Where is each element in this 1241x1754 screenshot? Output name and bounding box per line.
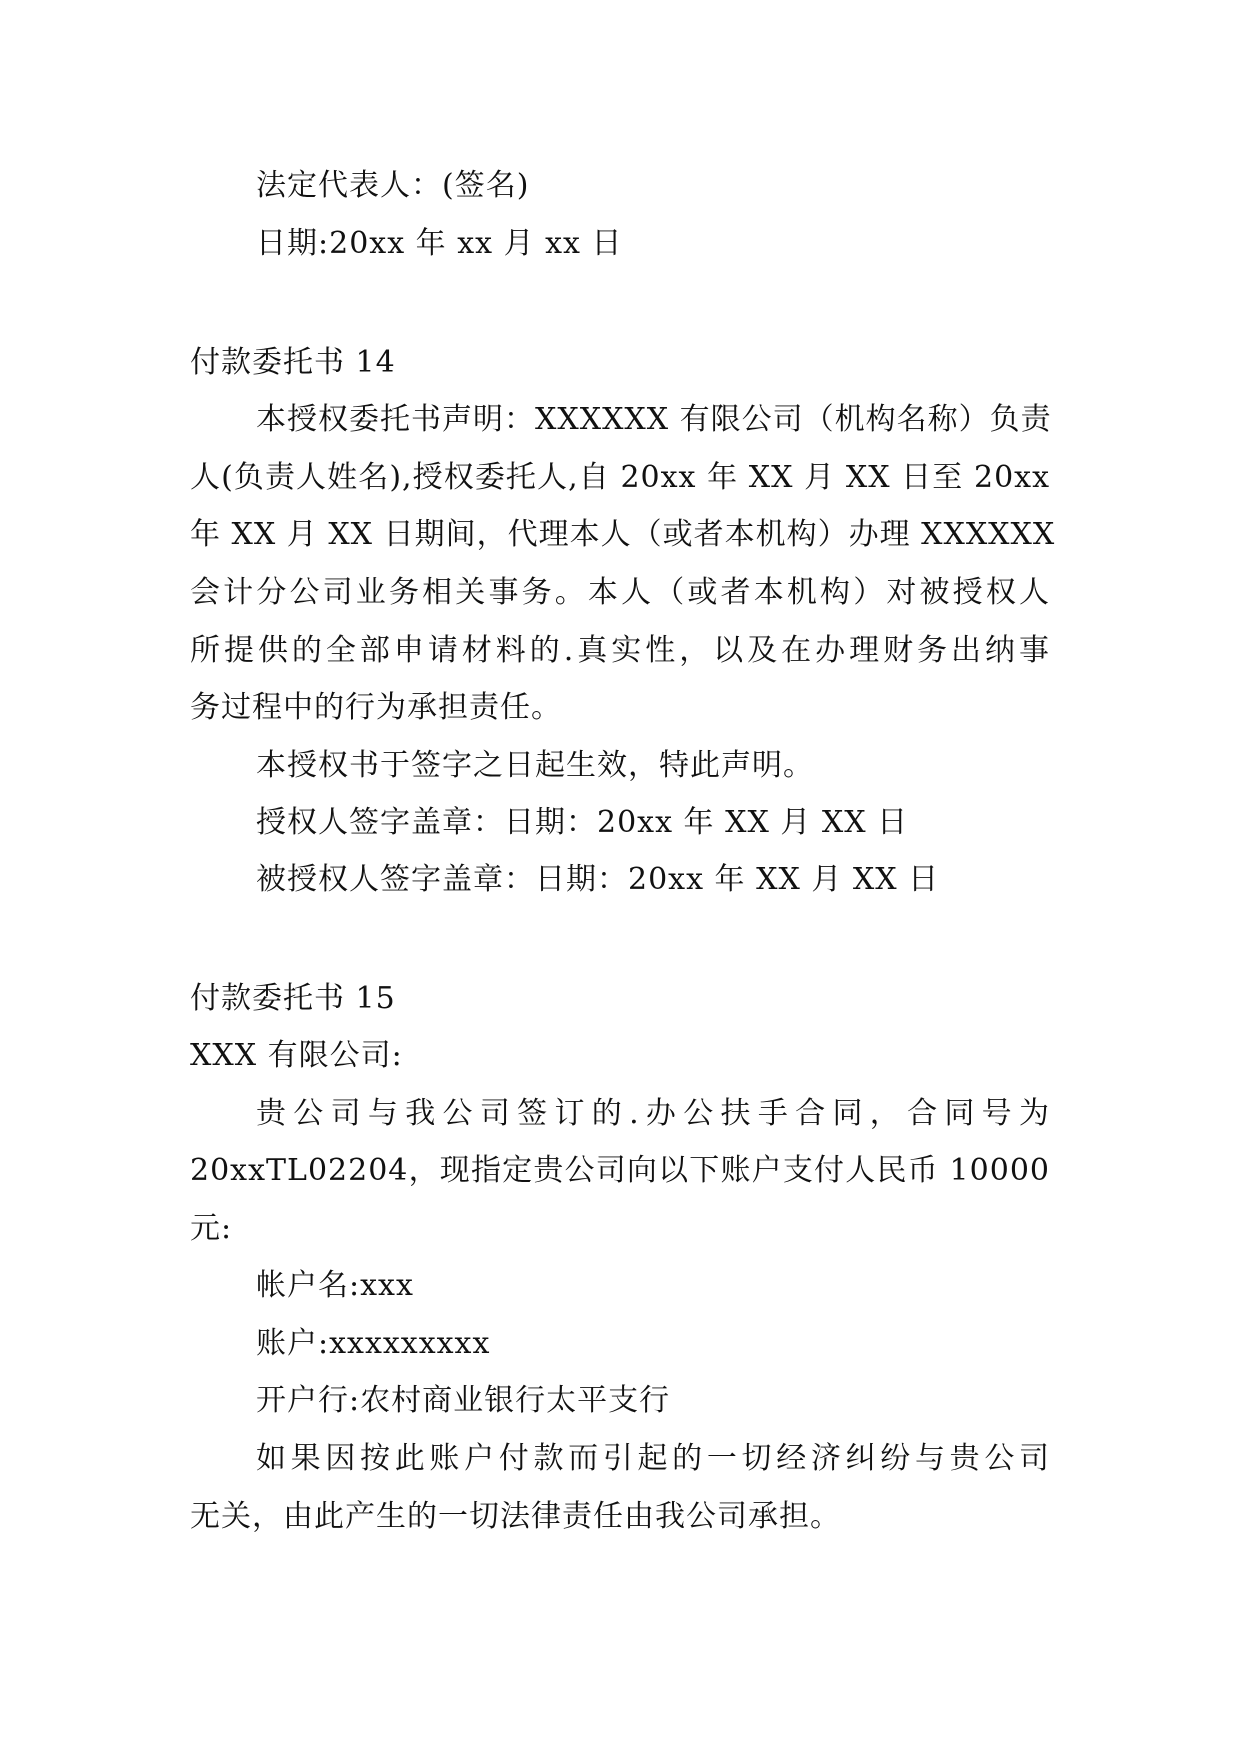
disclaimer-line: 无关，由此产生的一切法律责任由我公司承担。 <box>190 1499 841 1534</box>
paragraph-line: 务过程中的行为承担责任。 <box>190 690 562 725</box>
paragraph-line: 年 XX 月 XX 日期间，代理本人（或者本机构）办理 XXXXXX <box>190 517 1056 552</box>
paragraph-line: 元: <box>190 1211 233 1246</box>
paragraph-line: 20xxTL02204，现指定贵公司向以下账户支付人民币 10000 <box>190 1153 1050 1188</box>
grantee-signature-line: 被授权人签字盖章：日期：20xx 年 XX 月 XX 日 <box>256 862 940 897</box>
bank-branch: 开户行:农村商业银行太平支行 <box>256 1383 671 1418</box>
disclaimer-line: 如果因按此账户付款而引起的一切经济纠纷与贵公司 <box>256 1441 1050 1476</box>
paragraph-line: 会计分公司业务相关事务。本人（或者本机构）对被授权人 <box>190 575 1050 610</box>
section-title-15: 付款委托书 15 <box>190 981 396 1016</box>
addressee: XXX 有限公司: <box>190 1038 403 1073</box>
date-line: 日期:20xx 年 xx 月 xx 日 <box>256 226 623 261</box>
legal-representative-signature-line: 法定代表人：(签名) <box>256 168 530 203</box>
paragraph-line: 所提供的全部申请材料的.真实性，以及在办理财务出纳事 <box>190 633 1050 668</box>
account-name: 帐户名:xxx <box>256 1268 414 1303</box>
section-title-14: 付款委托书 14 <box>190 345 396 380</box>
grantor-signature-line: 授权人签字盖章：日期：20xx 年 XX 月 XX 日 <box>256 805 909 840</box>
paragraph-line: 贵公司与我公司签订的.办公扶手合同，合同号为 <box>256 1096 1050 1131</box>
effective-statement: 本授权书于签字之日起生效，特此声明。 <box>256 748 814 783</box>
paragraph-line: 人(负责人姓名),授权委托人,自 20xx 年 XX 月 XX 日至 20xx <box>190 460 1050 495</box>
paragraph-line: 本授权委托书声明：XXXXXX 有限公司（机构名称）负责 <box>256 402 1052 437</box>
account-number: 账户:xxxxxxxxx <box>256 1326 491 1361</box>
